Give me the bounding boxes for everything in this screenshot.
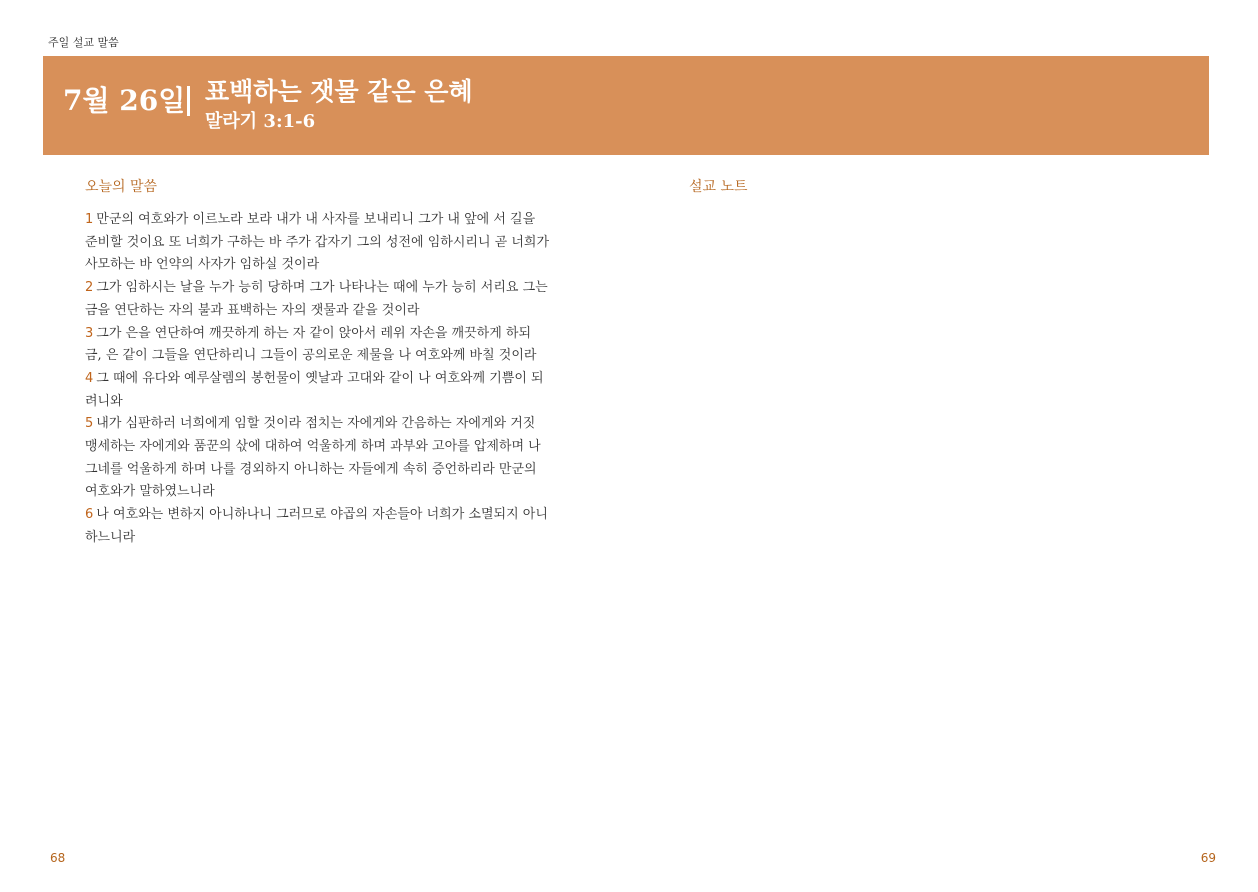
verse-text: 나 여호와는 변하지 아니하나니 그러므로 야곱의 자손들아 너희가 소멸되지 아니하느니라 — [85, 507, 548, 545]
page-number-left: 68 — [50, 851, 66, 865]
verse-number: 5 — [85, 416, 94, 432]
verse-number: 6 — [85, 507, 94, 523]
running-head: 주일 설교 말씀 — [48, 36, 119, 49]
verse-text: 그가 임하시는 날을 누가 능히 당하며 그가 나타나는 때에 누가 능히 서리요 그는 금을 연단하는 자의 불과 표백하는 자의 잿물과 같을 것이라 — [85, 280, 548, 318]
verse — [85, 209, 549, 277]
verse-number: 4 — [85, 370, 94, 386]
page-number-right: 69 — [1200, 851, 1216, 865]
sermon-title: 표백하는 잿물 같은 은혜 — [205, 77, 473, 106]
verse — [85, 277, 549, 322]
verse — [85, 368, 549, 413]
verse — [85, 504, 549, 549]
sermon-notes-heading: 설교 노트 — [689, 179, 748, 195]
verse-text: 그 때에 유다와 예루살렘의 봉헌물이 옛날과 고대와 같이 나 여호와께 기쁨이 되려니와 — [85, 370, 544, 409]
verse-number: 3 — [85, 325, 94, 341]
scripture-reference: 말라기 3:1-6 — [205, 111, 316, 132]
verse-text: 만군의 여호와가 이르노라 보라 내가 내 사자를 보내리니 그가 내 앞에 서 길을 준비할 것이요 또 너희가 구하는 바 주가 갑자기 그의 성전에 임하시리니 곧 너희가 사모하는 바 언약의 사자가 임하실 것이라 — [85, 212, 550, 273]
title-banner — [43, 56, 1209, 155]
verse-text: 내가 심판하러 너희에게 임할 것이라 점치는 자에게와 간음하는 자에게와 거짓 맹세하는 자에게와 품꾼의 삯에 대하여 억울하게 하며 과부와 고아를 압제하며 나그네를 억울하게 하며 나를 경외하지 아니하는 자들에게 속히 증언하리라 만군의 여호와가 말하였느니라 — [85, 416, 541, 500]
verse — [85, 413, 549, 504]
verse-number: 2 — [85, 280, 94, 296]
verse-text: 그가 은을 연단하여 깨끗하게 하는 자 같이 앉아서 레위 자손을 깨끗하게 하되 금, 은 같이 그들을 연단하리니 그들이 공의로운 제물을 나 여호와께 바칠 것이라 — [85, 325, 537, 364]
scripture-text — [85, 209, 549, 550]
verse-number: 1 — [85, 212, 94, 227]
sermon-date: 7월 26일 — [63, 84, 186, 117]
todays-word-heading: 오늘의 말씀 — [85, 179, 158, 195]
banner-divider — [187, 86, 190, 116]
verse — [85, 323, 549, 368]
